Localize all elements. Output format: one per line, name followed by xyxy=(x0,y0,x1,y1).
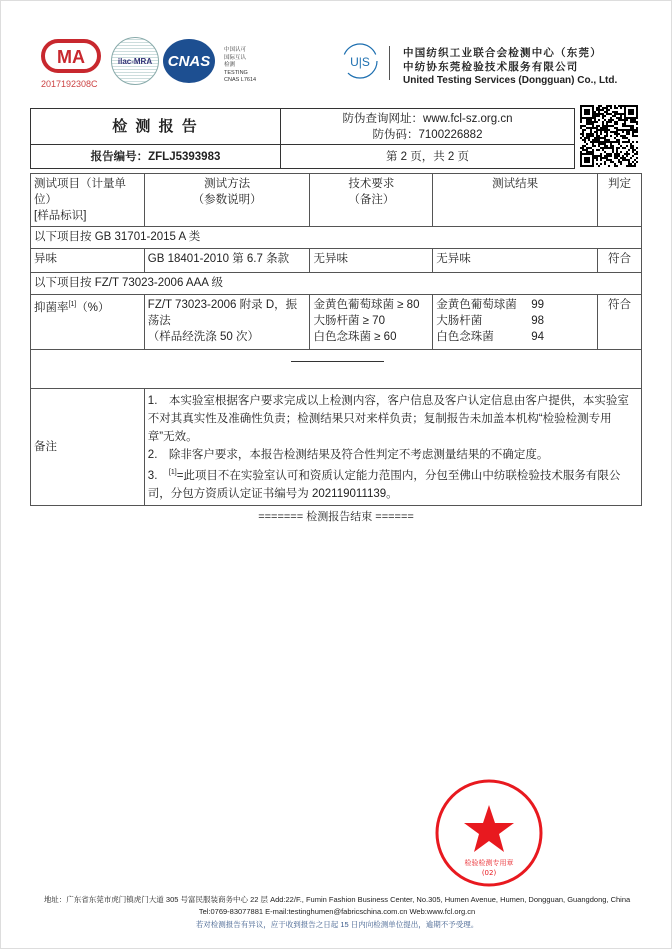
page-number: 第 2 页，共 2 页 xyxy=(385,150,470,163)
results-table xyxy=(30,173,642,506)
report-header xyxy=(30,108,575,169)
uts-logo xyxy=(341,41,379,83)
query-url: 防伪查询网址：www.fcl-sz.org.cn xyxy=(342,112,513,125)
table-row: 抑菌率[1]（%） FZ/T 73023-2006 附录 D，振荡法 （样品经洗涤 50 次） 金黄色葡萄球菌 ≥ 80 大肠杆菌 ≥ 70 白色念珠菌 ≥ 60 金黄色葡萄球菌 99 大肠杆菌 98 白色念珠菌 94 符合 xyxy=(31,295,642,350)
report-title: 检 测 报 告 xyxy=(31,109,281,145)
cma-logo xyxy=(41,39,101,73)
table-row: 异味 GB 18401-2010 第 6.7 条款 无异味 无异味 符合 xyxy=(31,249,642,273)
svg-text:检验检测专用章: 检验检测专用章 xyxy=(464,859,514,867)
notes-row: 备注 1. 本实验室根据客户要求完成以上检测内容，客户信息及客户认定信息由客户提供，本实验室不对其真实性及准确性负责；检测结果只对来样负责；复制报告未加盖本机构“检验检测专用章”无效。 2. 除非客户要求，本报告检测结果及符合性判定不考虑测量结果的不确定度。 3. [1]=此项目不在实验室认可和资质认定能力范围内，分包至佛山中纺联检验技术服务有限公司，分包方资质认定证书编号为 202119011139。 xyxy=(31,389,642,506)
section-row: 以下项目按 GB 31701-2015 A 类 xyxy=(31,227,642,249)
svg-text:MA: MA xyxy=(57,47,85,67)
divider xyxy=(389,46,390,80)
cma-code: 2017192308C xyxy=(41,79,98,89)
qr-code xyxy=(580,105,638,167)
note: 3. [1]=此项目不在实验室认可和资质认定能力范围内，分包至佛山中纺联检验技术服务有限公司，分包方资质认定证书编号为 202119011139。 xyxy=(147,469,621,500)
col-verdict: 判定 xyxy=(598,174,642,227)
anti-fake-code: 防伪码：7100226882 xyxy=(372,128,483,141)
blank-row xyxy=(31,350,642,389)
cnas-logo: CNAS xyxy=(163,39,215,83)
section-row: 以下项目按 FZ/T 73023-2006 AAA 级 xyxy=(31,273,642,295)
separator-line xyxy=(291,361,384,362)
org-name: 中国纺织工业联合会检测中心（东莞） 中纺协东莞检验技术服务有限公司 United Testing Services (Dongguan) Co., Ltd. xyxy=(403,47,618,86)
col-item: 测试项目（计量单位） [样品标识] xyxy=(31,174,145,227)
col-method: 测试方法 （参数说明） xyxy=(144,174,310,227)
end-of-report: ======= 检测报告结束 ====== xyxy=(258,510,414,523)
svg-text:(02): (02) xyxy=(481,869,497,877)
footer-contact: Tel:0769-83077881 E-mail:testinghumen@fabricschina.com.cn Web:www.fcl.org.cn xyxy=(198,907,476,916)
note: 1. 本实验室根据客户要求完成以上检测内容，客户信息及客户认定信息由客户提供，本实验室不对其真实性及准确性负责；检测结果只对来样负责；复制报告未加盖本机构“检验检测专用章”无效。 xyxy=(147,395,629,443)
footer-notice: 若对检测报告有异议，应于收到报告之日起 15 日内向检测单位提出，逾期不予受理。 xyxy=(195,920,479,929)
col-result: 测试结果 xyxy=(433,174,598,227)
note: 2. 除非客户要求，本报告检测结果及符合性判定不考虑测量结果的不确定度。 xyxy=(147,449,549,461)
ilac-mra-logo: ilac-MRA xyxy=(111,37,159,85)
company-stamp xyxy=(433,777,545,889)
table-header xyxy=(31,174,642,227)
svg-text:U|S: U|S xyxy=(350,55,370,69)
cnas-text: 中国认可 国际互认 检测 TESTING CNAS L7614 xyxy=(224,47,257,83)
col-requirement: 技术要求 （备注） xyxy=(310,174,433,227)
report-body xyxy=(30,173,642,524)
report-number: 报告编号：ZFLJ5393983 xyxy=(31,145,281,168)
footer-address: 地址：广东省东莞市虎门镇虎门大道 305 号富民服装商务中心 22 层 Add:22/F., Fumin Fashion Business Center, No.305, Humen Avenue, Humen, Dongguan, Guangdong, China xyxy=(43,895,631,904)
